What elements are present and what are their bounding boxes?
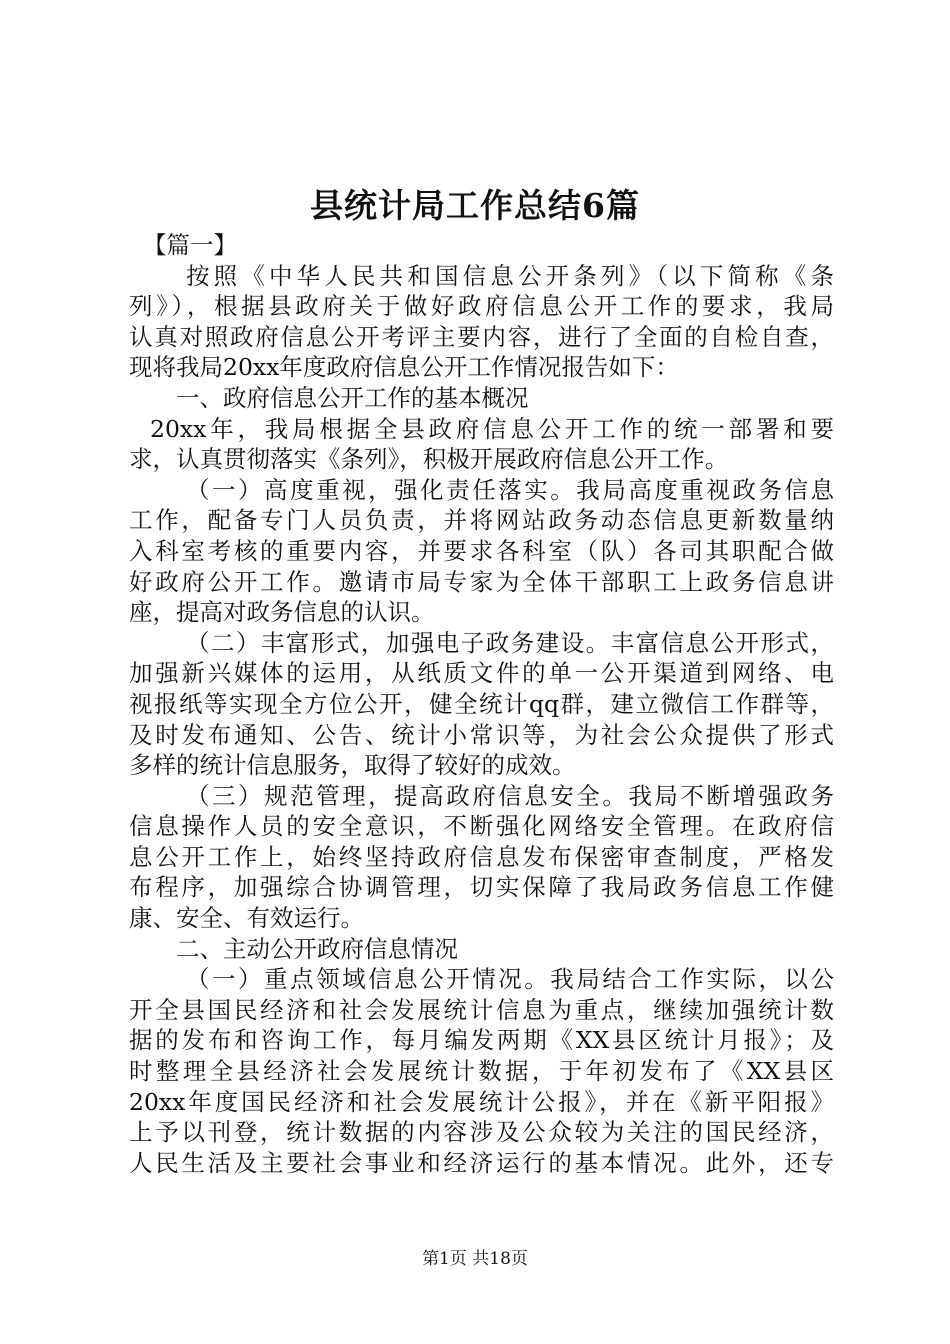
- paragraph-line: 按照《中华人民共和国信息公开条列》（以下简称《条: [186, 261, 834, 290]
- section-heading-line: 一、政府信息公开工作的基本概况: [176, 383, 529, 412]
- document-body: [129, 230, 834, 1178]
- paragraph-line: 布程序，加强综合协调管理，切实保障了我局政务信息工作健: [129, 873, 834, 902]
- paragraph-line: 康、安全、有效运行。: [129, 904, 364, 933]
- paragraph-line: 息公开工作上，始终坚持政府信息发布保密审查制度，严格发: [129, 842, 834, 871]
- paragraph-line: （三）规范管理，提高政府信息安全。我局不断增强政务: [186, 781, 834, 810]
- paragraph-line: 开全县国民经济和社会发展统计信息为重点，继续加强统计数: [129, 995, 834, 1024]
- paragraph-line: 上予以刊登，统计数据的内容涉及公众较为关注的国民经济，: [129, 1118, 834, 1147]
- paragraph-line: 好政府公开工作。邀请市局专家为全体干部职工上政务信息讲: [129, 567, 834, 596]
- paragraph-line: 据的发布和咨询工作，每月编发两期《XX县区统计月报》；及: [129, 1026, 834, 1055]
- document-title: 县统计局工作总结6篇: [310, 186, 640, 225]
- paragraph-line: 现将我局20xx年度政府信息公开工作情况报告如下：: [129, 353, 679, 382]
- paragraph-line: 20xx年度国民经济和社会发展统计公报》，并在《新平阳报》: [129, 1087, 834, 1116]
- paragraph-line: 20xx年，我局根据全县政府信息公开工作的统一部署和要: [150, 414, 834, 443]
- paragraph-line: （一）高度重视，强化责任落实。我局高度重视政务信息: [186, 475, 834, 504]
- paragraph-line: （二）丰富形式，加强电子政务建设。丰富信息公开形式，: [186, 628, 834, 657]
- paragraph-line: 座，提高对政务信息的认识。: [129, 598, 435, 627]
- paragraph-line: 求，认真贯彻落实《条列》，积极开展政府信息公开工作。: [129, 445, 729, 474]
- paragraph-line: 多样的统计信息服务，取得了较好的成效。: [129, 751, 576, 780]
- paragraph-line: 认真对照政府信息公开考评主要内容，进行了全面的自检自查，: [129, 322, 834, 351]
- paragraph-line: （一）重点领域信息公开情况。我局结合工作实际，以公: [186, 965, 834, 994]
- paragraph-line: 入科室考核的重要内容，并要求各科室（队）各司其职配合做: [129, 536, 834, 565]
- page-number-footer: 第1页 共18页: [422, 1249, 528, 1269]
- paragraph-line: 视报纸等实现全方位公开，健全统计qq群，建立微信工作群等，: [129, 689, 834, 718]
- paragraph-line: 时整理全县经济社会发展统计数据，于年初发布了《XX县区: [129, 1057, 834, 1086]
- paragraph-line: 列》），根据县政府关于做好政府信息公开工作的要求，我局: [129, 292, 834, 321]
- paragraph-line: 加强新兴媒体的运用，从纸质文件的单一公开渠道到网络、电: [129, 659, 834, 688]
- paragraph-line: 人民生活及主要社会事业和经济运行的基本情况。此外，还专: [129, 1148, 834, 1177]
- section-heading: 【篇一】: [143, 231, 237, 259]
- section-heading-line: 二、主动公开政府信息情况: [176, 934, 458, 963]
- paragraph-line: 及时发布通知、公告、统计小常识等，为社会公众提供了形式: [129, 720, 834, 749]
- paragraph-line: 工作，配备专门人员负责，并将网站政务动态信息更新数量纳: [129, 506, 834, 535]
- paragraph-line: 信息操作人员的安全意识，不断强化网络安全管理。在政府信: [129, 812, 834, 841]
